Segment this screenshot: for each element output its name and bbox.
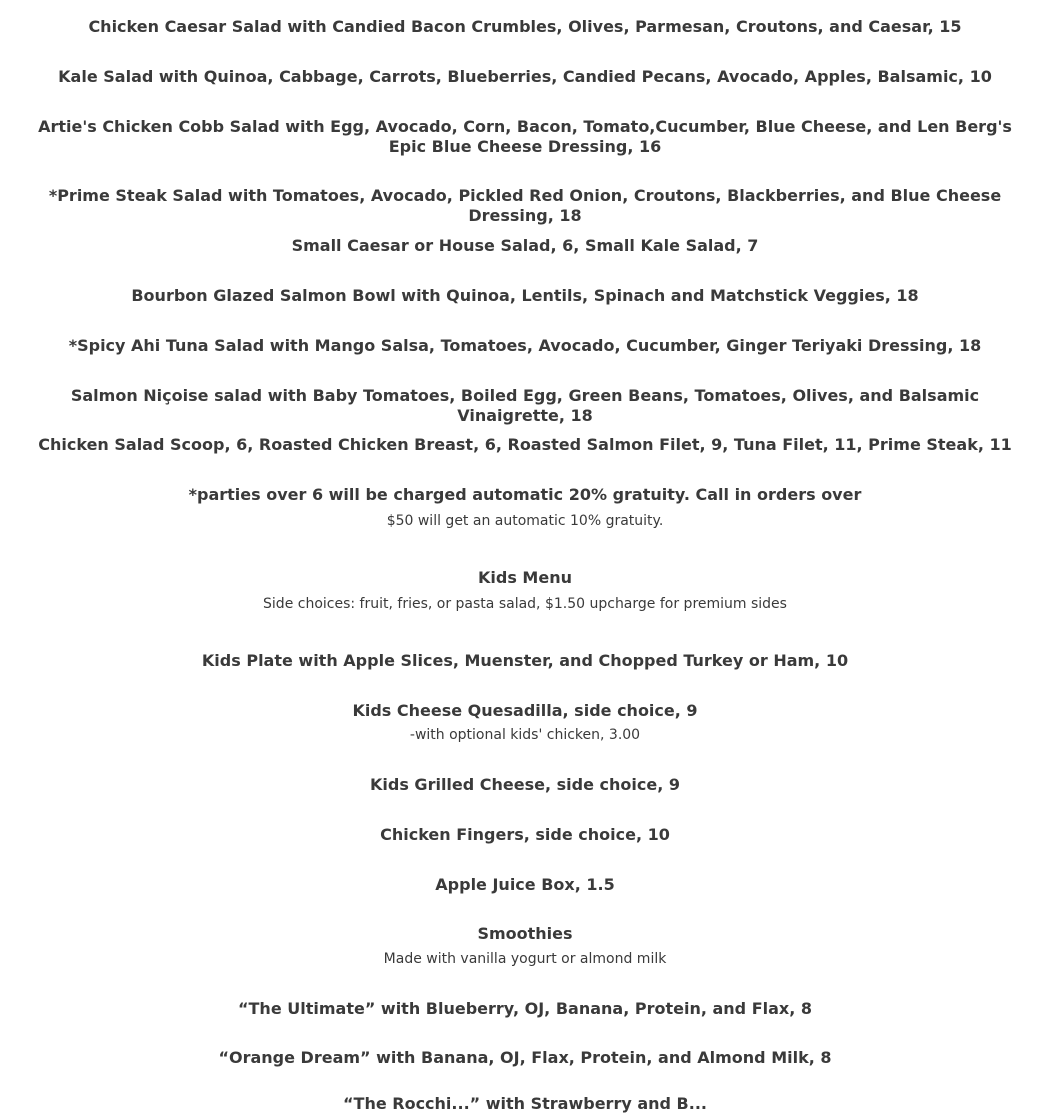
menu-item-text: Chicken Salad Scoop, 6, Roasted Chicken Breast, 6, Roasted Salmon Filet, 9, Tuna Filet, 11, Prime Steak, 11 [38, 435, 1012, 454]
smoothie-item-orange-dream [30, 1048, 1020, 1068]
salad-item-small-salads [30, 236, 1020, 256]
menu-item-text: “The Rocchi...” with Strawberry and B... [343, 1094, 707, 1113]
salad-item-chicken-caesar [30, 17, 1020, 37]
menu-item-text: Salmon Niçoise salad with Baby Tomatoes, Boiled Egg, Green Beans, Tomatoes, Olives, and Balsamic Vinaigrette, 18 [70, 386, 980, 425]
smoothies-heading: Smoothies [477, 924, 573, 943]
menu-item-text: Kids Cheese Quesadilla, side choice, 9 [352, 701, 698, 720]
menu-item-text: “The Ultimate” with Blueberry, OJ, Banana, Protein, and Flax, 8 [238, 999, 812, 1018]
kids-menu-heading: Kids Menu [478, 568, 572, 587]
menu-item-text: Kids Plate with Apple Slices, Muenster, and Chopped Turkey or Ham, 10 [201, 651, 849, 670]
kids-item-grilled-cheese [30, 775, 1020, 795]
salad-item-kale [30, 67, 1020, 87]
smoothie-item-cut-off [30, 1094, 1020, 1114]
gratuity-line-1: *parties over 6 will be charged automatic 20% gratuity. Call in orders over [188, 485, 862, 504]
salad-item-add-ons [30, 435, 1020, 455]
menu-item-text: Apple Juice Box, 1.5 [435, 875, 615, 894]
kids-item-plate [30, 651, 1020, 671]
salad-item-salmon-bowl [30, 286, 1020, 306]
menu-item-text: *Prime Steak Salad with Tomatoes, Avocado, Pickled Red Onion, Croutons, Blackberries, and Blue Cheese Dressing, 18 [48, 186, 1002, 225]
salad-item-nicoise [30, 386, 1020, 426]
menu-item-text: Kale Salad with Quinoa, Cabbage, Carrots, Blueberries, Candied Pecans, Avocado, Apples, Balsamic, 10 [58, 67, 992, 86]
menu-item-text: Bourbon Glazed Salmon Bowl with Quinoa, Lentils, Spinach and Matchstick Veggies, 18 [131, 286, 919, 305]
kids-item-quesadilla [30, 701, 1020, 745]
smoothies-section [30, 924, 1020, 969]
menu-item-text: Artie's Chicken Cobb Salad with Egg, Avocado, Corn, Bacon, Tomato,Cucumber, Blue Cheese, and Len Berg's Epic Blue Cheese Dressing, 16 [38, 117, 1012, 156]
salad-item-cobb [30, 117, 1020, 157]
smoothie-item-ultimate [30, 999, 1020, 1019]
kids-side-choices-note: Side choices: fruit, fries, or pasta salad, $1.50 upcharge for premium sides [263, 596, 787, 612]
menu-item-text: “Orange Dream” with Banana, OJ, Flax, Protein, and Almond Milk, 8 [218, 1048, 832, 1067]
menu-item-text: Chicken Fingers, side choice, 10 [380, 825, 670, 844]
menu-item-text: Chicken Caesar Salad with Candied Bacon Crumbles, Olives, Parmesan, Croutons, and Caesar, 15 [88, 17, 962, 36]
menu-item-text: Kids Grilled Cheese, side choice, 9 [370, 775, 680, 794]
kids-item-chicken-fingers [30, 825, 1020, 845]
salad-item-prime-steak [30, 186, 1020, 226]
salad-item-ahi-tuna [30, 336, 1020, 356]
kids-item-juice-box [30, 875, 1020, 895]
smoothies-note: Made with vanilla yogurt or almond milk [383, 951, 667, 967]
menu-item-text: Small Caesar or House Salad, 6, Small Kale Salad, 7 [291, 236, 759, 255]
gratuity-line-2: $50 will get an automatic 10% gratuity. [386, 513, 664, 529]
kids-menu-section [30, 568, 1020, 614]
quesadilla-addon-note: -with optional kids' chicken, 3.00 [409, 727, 641, 743]
menu-item-text: *Spicy Ahi Tuna Salad with Mango Salsa, Tomatoes, Avocado, Cucumber, Ginger Teriyaki Dressing, 18 [68, 336, 982, 355]
gratuity-note [30, 485, 1020, 531]
